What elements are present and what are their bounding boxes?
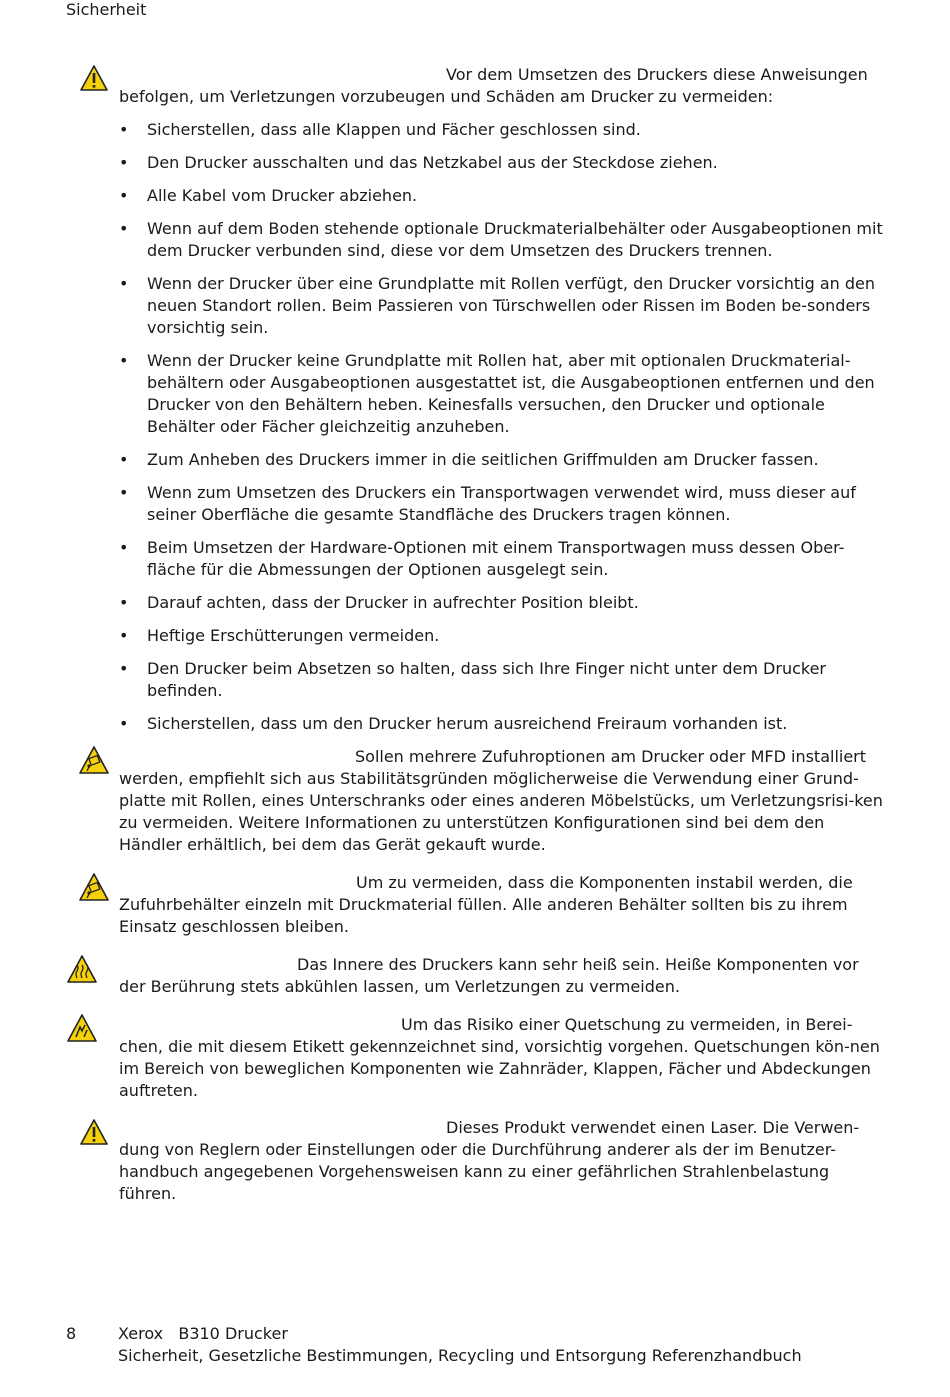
warning-first-line: Sollen mehrere Zufuhroptionen am Drucker oder MFD installiert	[355, 747, 867, 766]
warning-first-line: Um zu vermeiden, dass die Komponenten instabil werden, die	[356, 873, 853, 892]
warning-text: werden, empfiehlt sich aus Stabilitätsgründen möglicherweise die Verwendung einer Grund-platte mit Rollen, eines Unterschranks oder eines anderen Möbelstücks, um Verletzungsrisi-ken zu vermeiden. Weitere Informationen zu unterstützen Konfigurationen sind bei dem den Händler erhältlich, bei dem das Gerät gekauft wurde.	[119, 769, 883, 854]
warning-hot-surface	[119, 954, 889, 998]
footer-title: Sicherheit, Gesetzliche Bestimmungen, Recycling und Entsorgung Referenzhandbuch	[118, 1346, 802, 1365]
warning-text: der Berührung stets abkühlen lassen, um Verletzungen zu vermeiden.	[119, 977, 680, 996]
list-item: • Wenn zum Umsetzen des Druckers ein Transportwagen verwendet wird, muss dieser auf seiner Oberfläche die gesamte Standfläche des Druckers tragen können.	[119, 482, 889, 526]
footer	[118, 1323, 802, 1367]
moving-instructions-list	[119, 119, 889, 735]
list-item: • Darauf achten, dass der Drucker in aufrechter Position bleibt.	[119, 592, 889, 614]
list-item: • Den Drucker ausschalten und das Netzkabel aus der Steckdose ziehen.	[119, 152, 889, 174]
warning-laser	[119, 1117, 889, 1205]
list-item: • Wenn der Drucker keine Grundplatte mit Rollen hat, aber mit optionalen Druckmaterial-behältern oder Ausgabeoptionen ausgestattet ist, die Ausgabeoptionen entfernen und den Drucker von den Behältern heben. Keinesfalls versuchen, den Drucker und optionale Behälter oder Fächer gleichzeitig anzuheben.	[119, 350, 889, 438]
warning-text: Zufuhrbehälter einzeln mit Druckmaterial füllen. Alle anderen Behälter sollten bis zu ihrem Einsatz geschlossen bleiben.	[119, 895, 848, 936]
warning-triangle-icon	[79, 1118, 109, 1146]
warning-text: chen, die mit diesem Etikett gekennzeichnet sind, vorsichtig vorgehen. Quetschungen kön-nen im Bereich von beweglichen Komponenten wie Zahnräder, Klappen, Fächer und Abdeckungen auftreten.	[119, 1037, 880, 1100]
list-item: • Sicherstellen, dass um den Drucker herum ausreichend Freiraum vorhanden ist.	[119, 713, 889, 735]
list-item: • Beim Umsetzen der Hardware-Optionen mit einem Transportwagen muss dessen Ober-fläche für die Abmessungen der Optionen ausgelegt sein.	[119, 537, 889, 581]
warning-first-line: Um das Risiko einer Quetschung zu vermeiden, in Berei-	[401, 1015, 853, 1034]
list-item: • Alle Kabel vom Drucker abziehen.	[119, 185, 889, 207]
warning-moving-printer	[119, 64, 889, 746]
pinch-hazard-icon	[66, 1013, 98, 1043]
warning-text: dung von Reglern oder Einstellungen oder die Durchführung anderer als der im Benutzer-handbuch angegebenen Vorgehensweisen kann zu einer gefährlichen Strahlenbelastung führen.	[119, 1140, 837, 1203]
list-item: • Zum Anheben des Druckers immer in die seitlichen Griffmulden am Drucker fassen.	[119, 449, 889, 471]
list-item: • Wenn der Drucker über eine Grundplatte mit Rollen verfügt, den Drucker vorsichtig an den neuen Standort rollen. Beim Passieren von Türschwellen oder Rissen im Boden be-sonders vorsichtig sein.	[119, 273, 889, 339]
tip-over-hazard-icon	[78, 745, 110, 775]
running-header: Sicherheit	[66, 0, 147, 19]
warning-pinch	[119, 1014, 889, 1102]
tip-over-hazard-icon	[78, 872, 110, 902]
list-item: • Heftige Erschütterungen vermeiden.	[119, 625, 889, 647]
list-item: • Sicherstellen, dass alle Klappen und Fächer geschlossen sind.	[119, 119, 889, 141]
warning-first-line: Dieses Produkt verwendet einen Laser. Die Verwen-	[446, 1118, 860, 1137]
footer-product: Xerox B310 Drucker	[118, 1324, 288, 1343]
warning-first-line: Vor dem Umsetzen des Druckers diese Anweisungen	[446, 65, 868, 84]
warning-text: befolgen, um Verletzungen vorzubeugen und Schäden am Drucker zu vermeiden:	[119, 87, 774, 106]
warning-stability	[119, 746, 889, 856]
warning-tray-loading	[119, 872, 889, 938]
warning-first-line: Das Innere des Druckers kann sehr heiß sein. Heiße Komponenten vor	[297, 955, 859, 974]
hot-surface-icon	[66, 954, 98, 984]
warning-triangle-icon	[79, 64, 109, 92]
page-number: 8	[66, 1324, 77, 1343]
list-item: • Den Drucker beim Absetzen so halten, dass sich Ihre Finger nicht unter dem Drucker befinden.	[119, 658, 889, 702]
list-item: • Wenn auf dem Boden stehende optionale Druckmaterialbehälter oder Ausgabeoptionen mit dem Drucker verbunden sind, diese vor dem Umsetzen des Druckers trennen.	[119, 218, 889, 262]
